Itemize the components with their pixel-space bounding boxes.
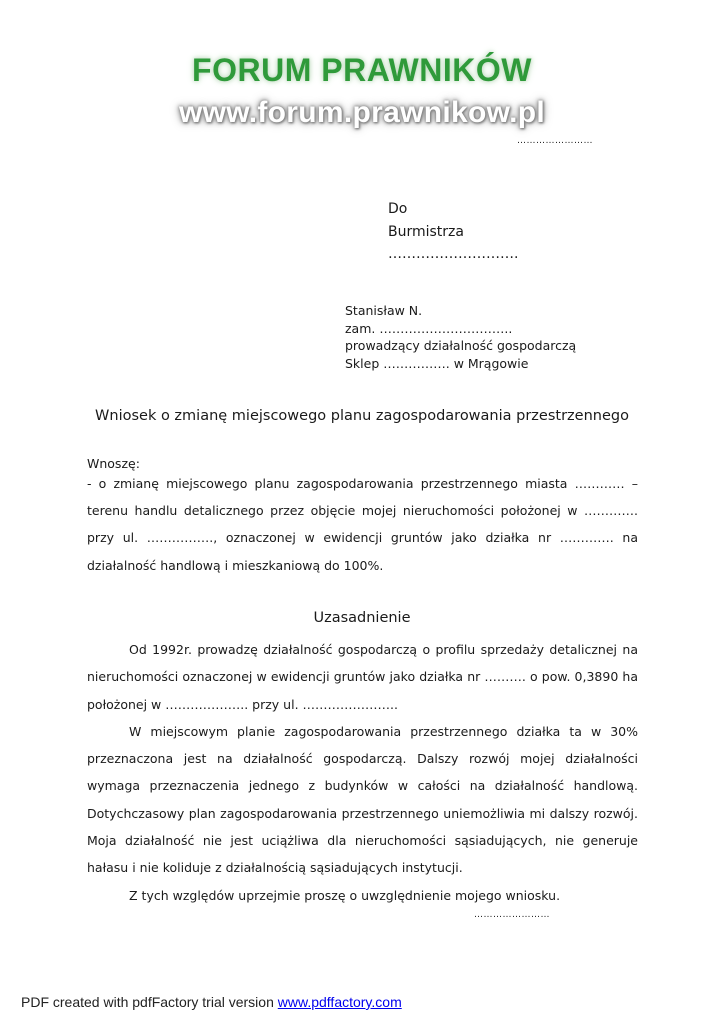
recipient-block (388, 198, 518, 266)
recipient-line-1: Do (388, 201, 408, 217)
justification-paragraph-2: W miejscowym planie zagospodarowania przestrzennego działka ta w 30% przeznaczona jest na działalność gospodarczą. Dalszy rozwój mojej działalności wymaga przeznaczenia jednego z budynków w całości na działalność handlową. Dotychczasowy plan zagospodarowania przestrzennego uniemożliwia mi dalszy rozwój. Moja działalność nie jest uciążliwa dla nieruchomości sąsiadujących, nie generuje hałasu i nie koliduje z działalnością sąsiadujących instytucji. (87, 723, 638, 876)
place-date-placeholder: …………………… (517, 136, 593, 146)
pdf-footer (21, 994, 402, 1010)
sender-shop: Sklep ……………. w Mrągowie (345, 356, 529, 372)
justification-body (87, 636, 638, 909)
watermark-url: www.forum.prawnikow.pl (178, 96, 546, 129)
sender-block (345, 302, 576, 373)
request-text: - o zmianę miejscowego planu zagospodarowania przestrzennego miasta ………… – terenu handlu detalicznego przez objęcie mojej nieruchomości położonej w …………. przy ul. ……………., oznaczonej w ewidencji gruntów jako działka nr …………. na działalność handlową i mieszkaniową do 100%. (87, 476, 638, 573)
justification-title: Uzasadnienie (313, 610, 411, 626)
justification-paragraph-3: Z tych względów uprzejmie proszę o uwzględnienie mojego wniosku. (129, 887, 561, 903)
justification-paragraph-1: Od 1992r. prowadzę działalność gospodarczą o profilu sprzedaży detalicznej na nieruchomości oznaczonej w ewidencji gruntów jako działka nr ………. o pow. 0,3890 ha położonej w ……………….. przy ul. ………………….. (87, 642, 638, 712)
sender-address: zam. ………………………….. (345, 320, 513, 336)
request-label: Wnoszę: (87, 456, 140, 471)
pdffactory-link[interactable]: www.pdffactory.com (277, 994, 402, 1010)
recipient-line-2: Burmistrza (388, 223, 464, 240)
pdf-footer-text: PDF created with pdfFactory trial version (21, 994, 278, 1010)
signature-placeholder: …………………… (474, 910, 550, 920)
sender-activity: prowadzący działalność gospodarczą (345, 338, 577, 354)
watermark-title: FORUM PRAWNIKÓW (192, 52, 532, 88)
document-title: Wniosek o zmianę miejscowego planu zagospodarowania przestrzennego (95, 408, 629, 424)
recipient-line-3: ………………………. (388, 246, 519, 262)
sender-name: Stanisław N. (345, 303, 423, 318)
